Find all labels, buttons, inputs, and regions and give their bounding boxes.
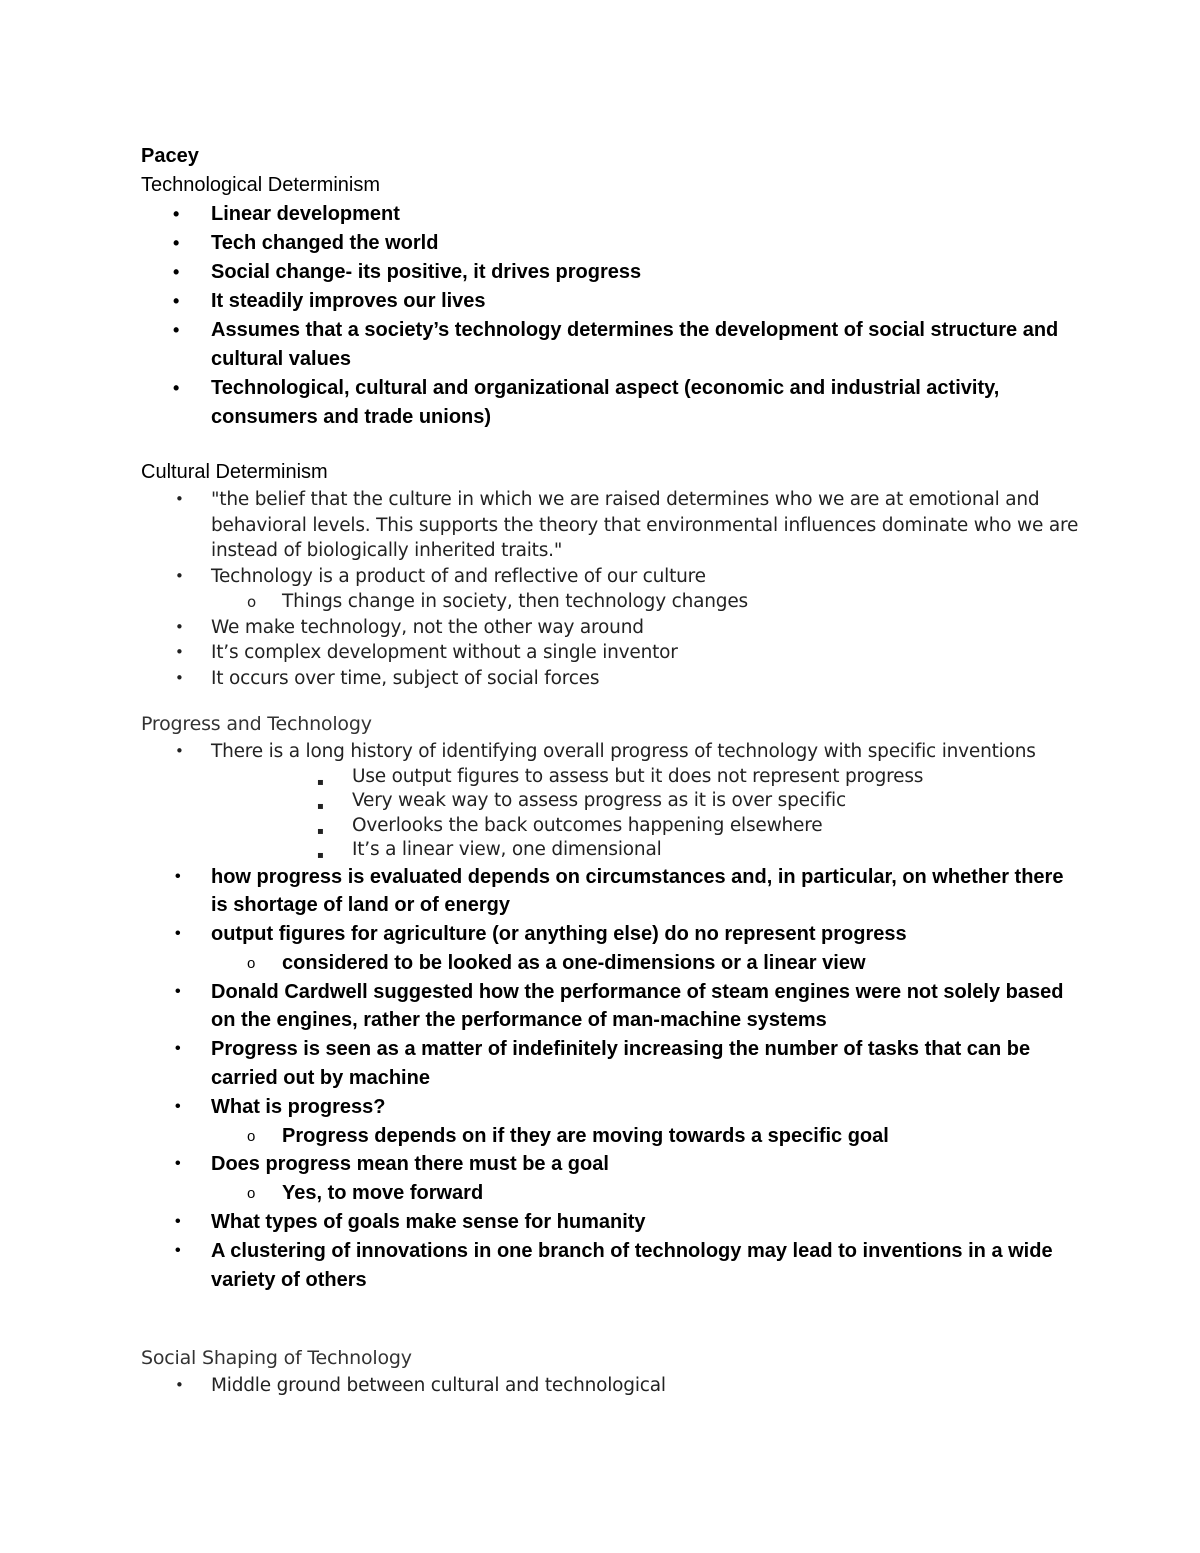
section-technological-determinism xyxy=(141,142,1081,432)
bullet-icon: • xyxy=(173,378,180,398)
bullet-icon: • xyxy=(173,262,180,282)
list-item: • It’s complex development without a single inventor xyxy=(141,640,1081,666)
section-heading: Social Shaping of Technology xyxy=(141,1347,412,1369)
circle-bullet-icon: o xyxy=(247,593,256,611)
section-heading: Technological Determinism xyxy=(141,174,380,196)
square-bullet-icon: ▪ xyxy=(317,825,324,837)
bullet-list-bold xyxy=(141,863,1081,1295)
square-bullet-icon: ▪ xyxy=(317,801,324,812)
bullet-icon: • xyxy=(175,1241,181,1259)
bullet-icon: • xyxy=(175,1213,181,1231)
list-item: o Yes, to move forward xyxy=(141,1179,1081,1208)
bullet-icon: • xyxy=(175,1376,184,1394)
list-item: • Assumes that a society’s technology determines the development of social structure and cultural values xyxy=(141,316,1081,374)
list-item: • Technological, cultural and organizational aspect (economic and industrial activity, consumers and trade unions) xyxy=(141,374,1081,432)
bullet-icon: • xyxy=(175,1155,181,1173)
list-item: o Progress depends on if they are moving towards a specific goal xyxy=(141,1122,1081,1151)
bullet-icon: • xyxy=(175,1040,181,1058)
list-item: • What is progress? xyxy=(141,1093,1081,1122)
list-item: ▪ Use output figures to assess but it does not represent progress xyxy=(141,765,1081,790)
bullet-list xyxy=(141,487,1081,691)
list-item: • output figures for agriculture (or anything else) do no represent progress xyxy=(141,920,1081,949)
bullet-icon: • xyxy=(173,233,180,253)
list-item: ▪ It’s a linear view, one dimensional xyxy=(141,838,1081,863)
section-heading: Cultural Determinism xyxy=(141,461,328,483)
bullet-icon: • xyxy=(175,668,184,687)
document-title: Pacey xyxy=(141,145,199,167)
list-item: • It steadily improves our lives xyxy=(141,287,1081,316)
list-item: • It occurs over time, subject of social forces xyxy=(141,666,1081,692)
section-progress-and-technology xyxy=(141,710,1081,1294)
list-item: • Linear development xyxy=(141,200,1081,229)
list-item: • how progress is evaluated depends on circumstances and, in particular, on whether there is shortage of land or of energy xyxy=(141,863,1081,921)
list-item: • A clustering of innovations in one branch of technology may lead to inventions in a wide variety of others xyxy=(141,1237,1081,1295)
circle-bullet-icon: o xyxy=(247,1185,256,1203)
circle-bullet-icon: o xyxy=(247,954,256,972)
bullet-icon: • xyxy=(175,867,181,885)
list-item: • Middle ground between cultural and technological xyxy=(141,1373,1081,1399)
bullet-icon: • xyxy=(173,320,180,340)
bullet-icon: • xyxy=(175,617,184,636)
bullet-list xyxy=(141,1373,1081,1399)
section-heading: Progress and Technology xyxy=(141,713,372,735)
bullet-icon: • xyxy=(175,643,184,661)
section-social-shaping xyxy=(141,1344,1081,1399)
bullet-icon: • xyxy=(175,982,181,1000)
list-item: • We make technology, not the other way around xyxy=(141,615,1081,641)
list-item: • "the belief that the culture in which we are raised determines who we are at emotional and behavioral levels. This supports the theory that environmental influences dominate who we are instead of biologically inherited traits." xyxy=(175,489,1079,561)
bullet-list xyxy=(141,739,1081,863)
bullet-icon: • xyxy=(175,742,184,760)
bullet-icon: • xyxy=(175,1097,181,1115)
list-item: • There is a long history of identifying overall progress of technology with specific inventions xyxy=(141,739,1081,765)
list-item: • Tech changed the world xyxy=(141,229,1081,258)
list-item: o Things change in society, then technology changes xyxy=(141,589,1081,615)
bullet-icon: • xyxy=(173,204,180,224)
square-bullet-icon: ▪ xyxy=(317,776,324,788)
bullet-icon: • xyxy=(175,490,184,508)
circle-bullet-icon: o xyxy=(247,1127,256,1145)
list-item: • Progress is seen as a matter of indefinitely increasing the number of tasks that can be carried out by machine xyxy=(141,1035,1081,1093)
section-cultural-determinism xyxy=(141,458,1081,691)
list-item: ▪ Very weak way to assess progress as it is over specific xyxy=(141,789,1081,814)
square-bullet-icon: ▪ xyxy=(317,850,324,861)
list-item: • Social change- its positive, it drives progress xyxy=(141,258,1081,287)
list-item: ▪ Overlooks the back outcomes happening elsewhere xyxy=(141,814,1081,839)
list-item: • Technology is a product of and reflective of our culture xyxy=(141,564,1081,590)
bullet-icon: • xyxy=(175,566,184,585)
list-item: • What types of goals make sense for humanity xyxy=(141,1208,1081,1237)
list-item: • Does progress mean there must be a goal xyxy=(141,1150,1081,1179)
list-item: • Donald Cardwell suggested how the performance of steam engines were not solely based on the engines, rather the performance of man-machine systems xyxy=(141,978,1081,1036)
bullet-icon: • xyxy=(175,925,181,943)
list-item: o considered to be looked as a one-dimensions or a linear view xyxy=(141,949,1081,978)
bullet-icon: • xyxy=(173,291,180,311)
bullet-list xyxy=(141,200,1081,432)
